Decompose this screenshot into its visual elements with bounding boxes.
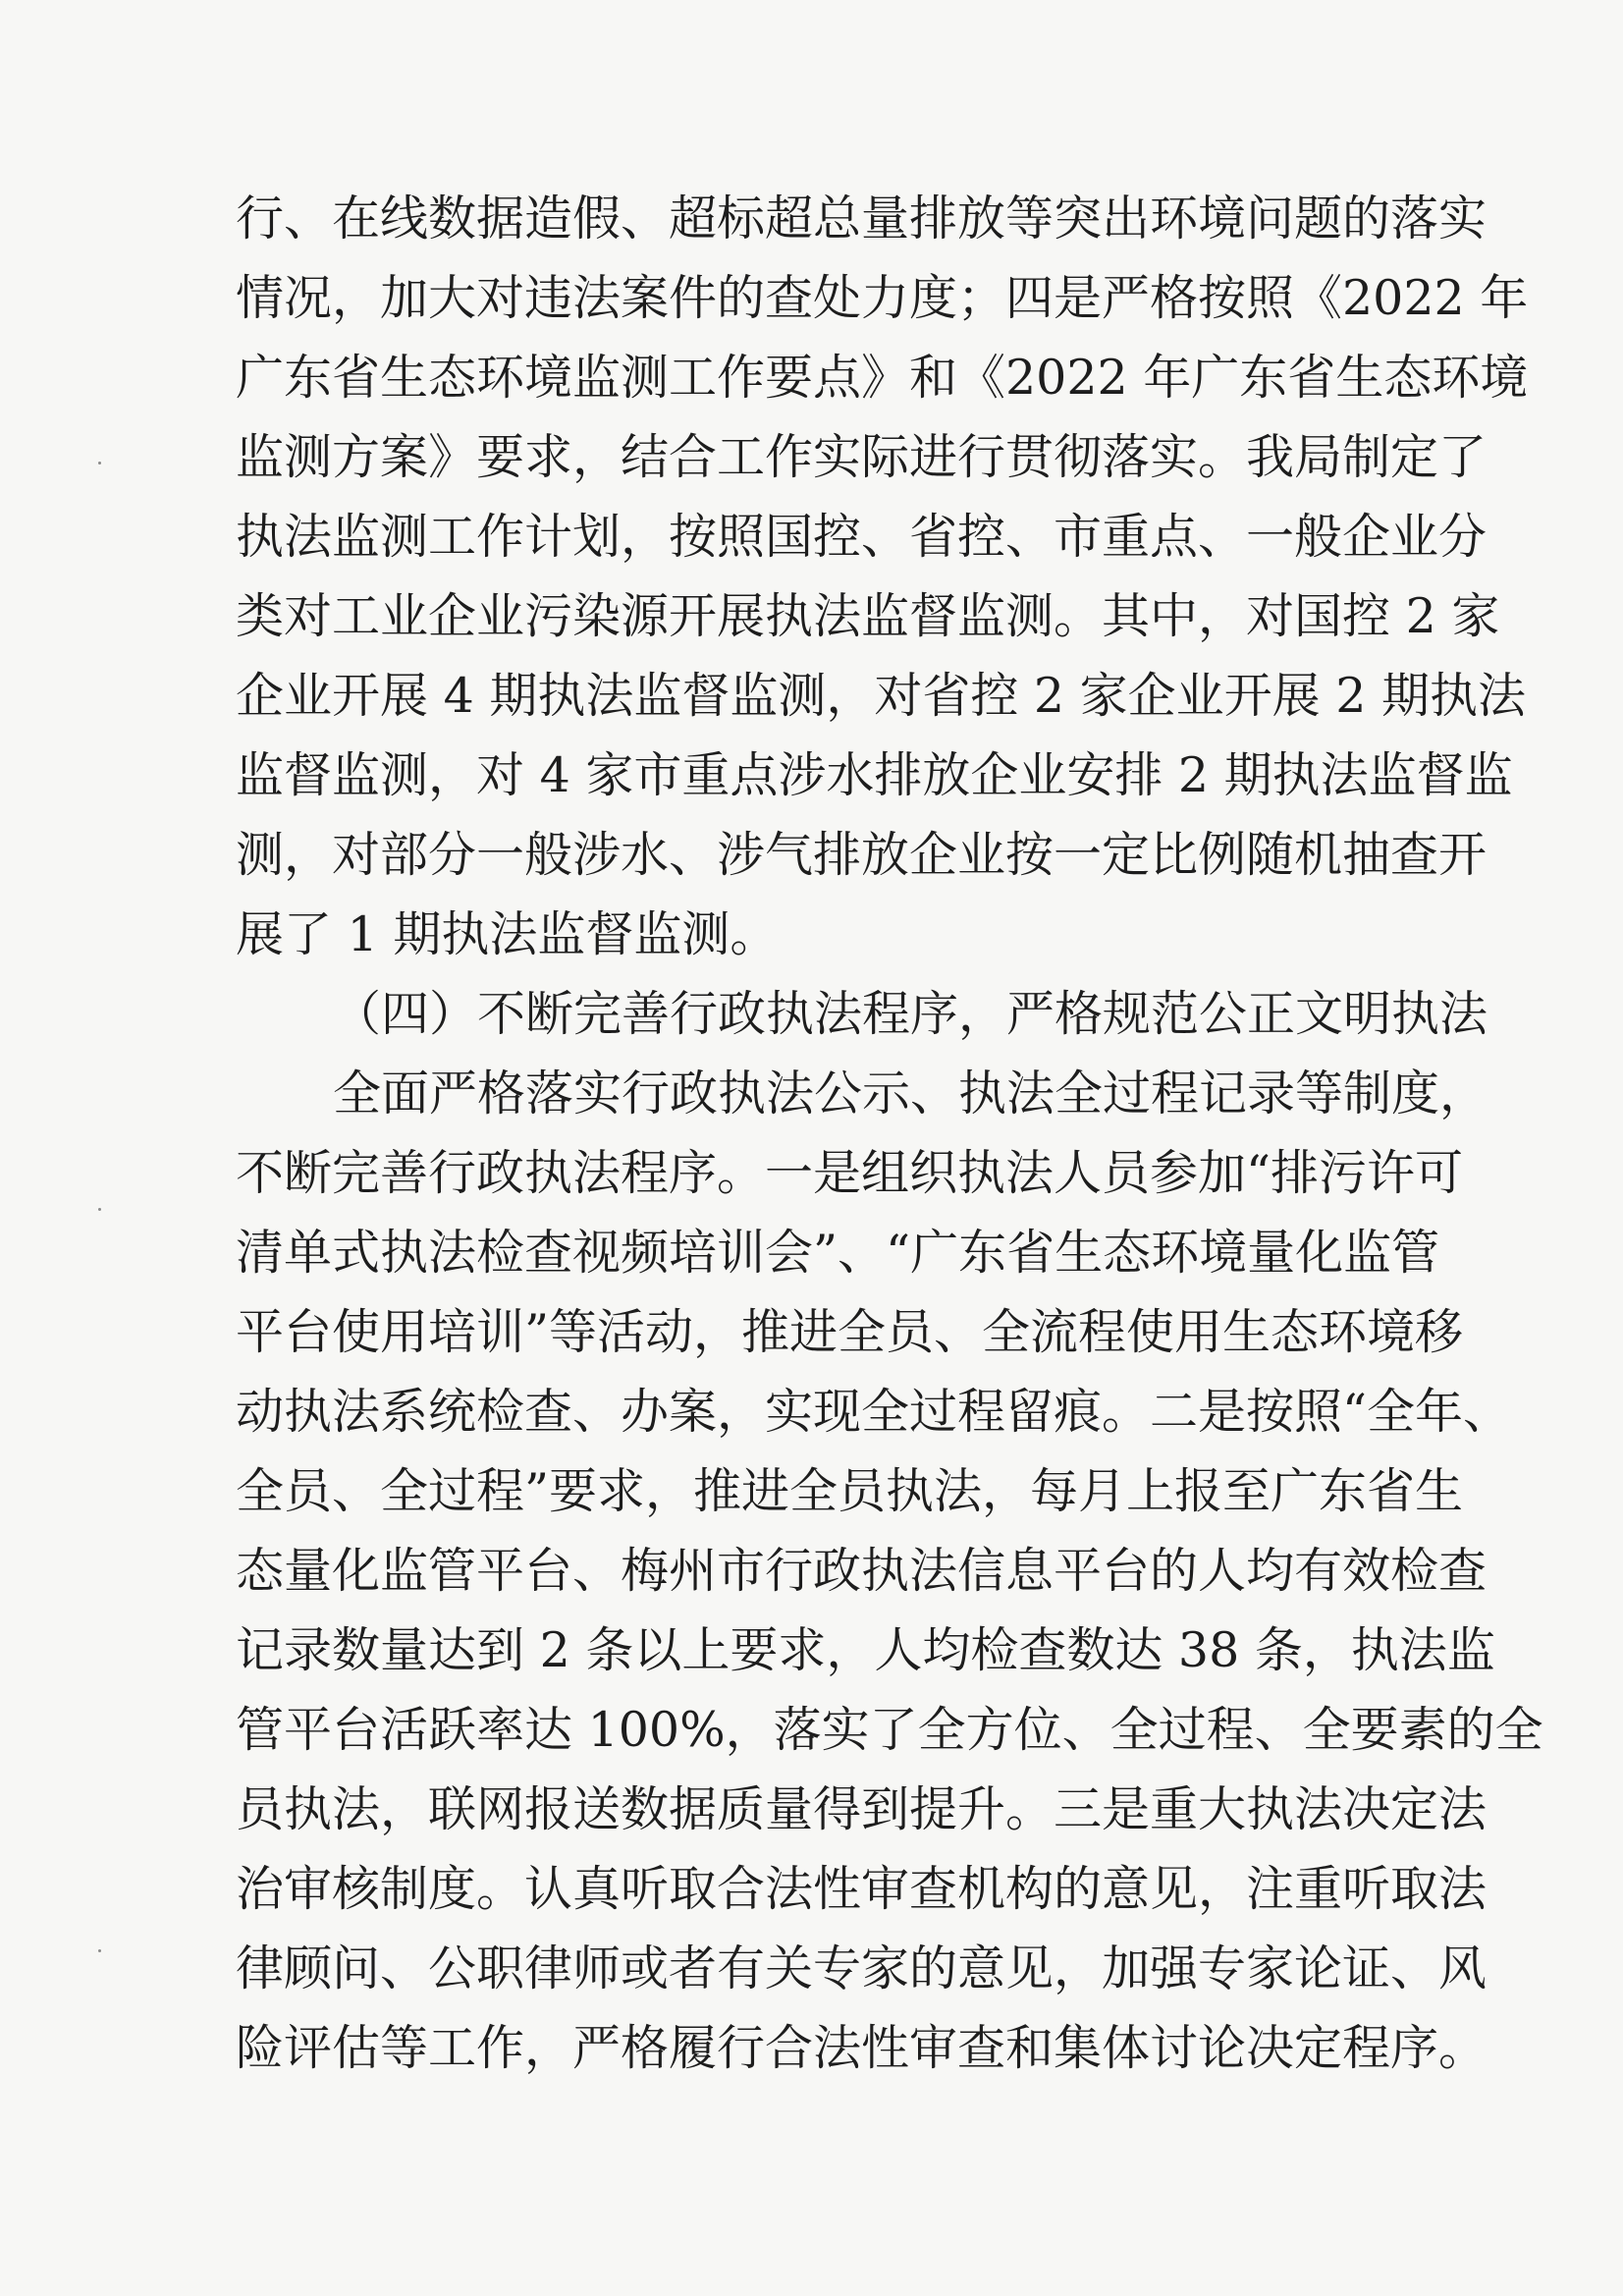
paragraph-enforcement-monitoring: [236, 179, 1529, 974]
text-line: 测，对部分一般涉水、涉气排放企业按一定比例随机抽查开: [236, 827, 1488, 883]
text-line: 记录数量达到 2 条以上要求，人均检查数达 38 条，执法监: [236, 1622, 1495, 1678]
text-line: 执法监测工作计划，按照国控、省控、市重点、一般企业分: [236, 509, 1488, 565]
text-line: 广东省生态环境监测工作要点》和《2022 年广东省生态环境: [236, 350, 1529, 406]
text-line: 治审核制度。认真听取合法性审查机构的意见，注重听取法: [236, 1861, 1488, 1917]
text-line: 行、在线数据造假、超标超总量排放等突出环境问题的落实: [236, 191, 1488, 246]
text-line: 类对工业企业污染源开展执法监督监测。其中，对国控 2 家: [236, 588, 1500, 644]
scan-speck: [98, 1208, 101, 1211]
section-heading: （四）不断完善行政执法程序，严格规范公正文明执法: [333, 986, 1488, 1042]
scan-speck: [98, 1949, 101, 1952]
text-line: 清单式执法检查视频培训会”、“广东省生态环境量化监管: [236, 1225, 1440, 1281]
text-line: 情况，加大对违法案件的查处力度；四是严格按照《2022 年: [236, 270, 1529, 326]
text-line: 企业开展 4 期执法监督监测，对省控 2 家企业开展 2 期执法: [236, 668, 1526, 724]
text-line: 险评估等工作，严格履行合法性审查和集体讨论决定程序。: [236, 2020, 1488, 2076]
text-line: 展了 1 期执法监督监测。: [236, 906, 779, 962]
text-line: 监测方案》要求，结合工作实际进行贯彻落实。我局制定了: [236, 429, 1488, 485]
text-line: 全面严格落实行政执法公示、执法全过程记录等制度，: [333, 1066, 1488, 1121]
paragraph-enforcement-procedure: [236, 1054, 1543, 2088]
document-body: [236, 179, 1543, 2088]
text-line: 动执法系统检查、办案，实现全过程留痕。二是按照“全年、: [236, 1384, 1512, 1440]
text-line: 管平台活跃率达 100%，落实了全方位、全过程、全要素的全: [236, 1702, 1543, 1758]
text-line: 平台使用培训”等活动，推进全员、全流程使用生态环境移: [236, 1304, 1464, 1360]
text-line: 员执法，联网报送数据质量得到提升。三是重大执法决定法: [236, 1781, 1488, 1837]
text-line: 态量化监管平台、梅州市行政执法信息平台的人均有效检查: [236, 1543, 1488, 1599]
text-line: 监督监测，对 4 家市重点涉水排放企业安排 2 期执法监督监: [236, 747, 1513, 803]
text-line: 律顾问、公职律师或者有关专家的意见，加强专家论证、风: [236, 1941, 1488, 1996]
scan-speck: [98, 462, 101, 465]
text-line: 全员、全过程”要求，推进全员执法，每月上报至广东省生: [236, 1463, 1464, 1519]
text-line: 不断完善行政执法程序。一是组织执法人员参加“排污许可: [236, 1145, 1464, 1201]
